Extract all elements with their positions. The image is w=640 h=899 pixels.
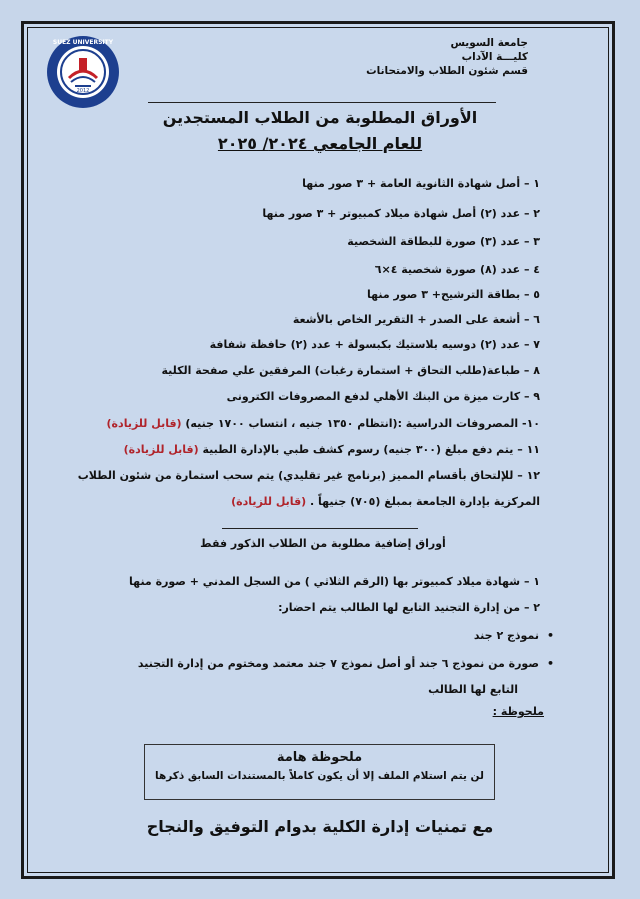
university-logo xyxy=(45,34,121,110)
list-item: ٧ – عدد (٢) دوسيه بلاستيك بكبسولة + عدد (٢) حافظة شفافة xyxy=(209,338,540,351)
faculty-name: كليـــة الآداب xyxy=(461,51,528,63)
bullet-item: • صورة من نموذج ٦ جند أو أصل نموذج ٧ جند معتمد ومختوم من إدارة التجنيد xyxy=(114,657,554,671)
list-item: ٢ – من إدارة التجنيد التابع لها الطالب يتم احضار: xyxy=(278,601,540,614)
list-item: المركزية بإدارة الجامعة بمبلغ (٧٠٥) جنيهاً . (قابل للزيادة) xyxy=(231,495,540,508)
list-item: ٤ – عدد (٨) صورة شخصية ٤×٦ xyxy=(374,263,540,276)
header-block xyxy=(358,36,528,78)
list-item: ٢ – عدد (٢) أصل شهادة ميلاد كمبيوتر + ٣ صور منها xyxy=(262,207,540,220)
list-item: ١ – شهادة ميلاد كمبيوتر بها (الرقم الثلاثي ) من السجل المدني + صورة منها xyxy=(129,575,540,588)
section-divider xyxy=(222,528,418,529)
note-title: ملحوظة هامة xyxy=(276,750,363,765)
university-name: جامعة السويس xyxy=(450,37,528,49)
extra-section-title: أوراق إضافية مطلوبة من الطلاب الذكور فقط xyxy=(200,537,446,550)
page-subtitle: للعام الجامعي ٢٠٢٤/ ٢٠٢٥ xyxy=(217,134,423,153)
list-item: ٩ – كارت ميزة من البنك الأهلي لدفع المصروفات الكترونى xyxy=(226,390,540,403)
header-divider xyxy=(148,102,496,103)
list-item: ١٢ – للإلتحاق بأقسام المميز (برنامج غير تقليدي) يتم سحب استمارة من شئون الطلاب xyxy=(77,469,540,482)
list-item: ٣ – عدد (٣) صورة للبطاقة الشخصية xyxy=(347,235,540,248)
list-item: ١٠- المصروفات الدراسية :(انتظام ١٣٥٠ جنيه ، انتساب ١٧٠٠ جنيه) (قابل للزيادة) xyxy=(106,417,540,430)
list-item: ٥ – بطاقة الترشيح+ ٣ صور منها xyxy=(366,288,540,301)
bullet-continuation: التابع لها الطالب xyxy=(428,683,518,696)
svg-text:SUEZ UNIVERSITY: SUEZ UNIVERSITY xyxy=(52,39,114,46)
increase-note: (قابل للزيادة) xyxy=(123,443,199,456)
department-name: قسم شئون الطلاب والامتحانات xyxy=(366,65,528,77)
note-label: ملحوظة : xyxy=(492,705,544,718)
note-body: لن يتم استلام الملف إلا أن يكون كاملاً بالمستندات السابق ذكرها xyxy=(155,770,484,782)
list-item: ٦ – أشعة على الصدر + التقرير الخاص بالأشعة xyxy=(292,313,540,326)
list-item: ١ – أصل شهادة الثانوية العامة + ٣ صور منها xyxy=(302,177,540,190)
page-title: الأوراق المطلوبة من الطلاب المستجدين xyxy=(162,108,478,127)
increase-note: (قابل للزيادة) xyxy=(106,417,182,430)
list-item: ١١ – يتم دفع مبلغ (٣٠٠ جنيه) رسوم كشف طبي بالإدارة الطبية (قابل للزيادة) xyxy=(123,443,540,456)
increase-note: (قابل للزيادة) xyxy=(231,495,307,508)
list-item: ٨ – طباعة(طلب التحاق + استمارة رغبات) المرفقين علي صفحة الكلية xyxy=(161,364,540,377)
closing-message: مع تمنيات إدارة الكلية بدوام التوفيق والنجاح xyxy=(146,817,494,836)
svg-text:2012: 2012 xyxy=(76,88,90,94)
bullet-item: • نموذج ٢ جند xyxy=(114,629,554,643)
important-note-box xyxy=(144,744,495,800)
